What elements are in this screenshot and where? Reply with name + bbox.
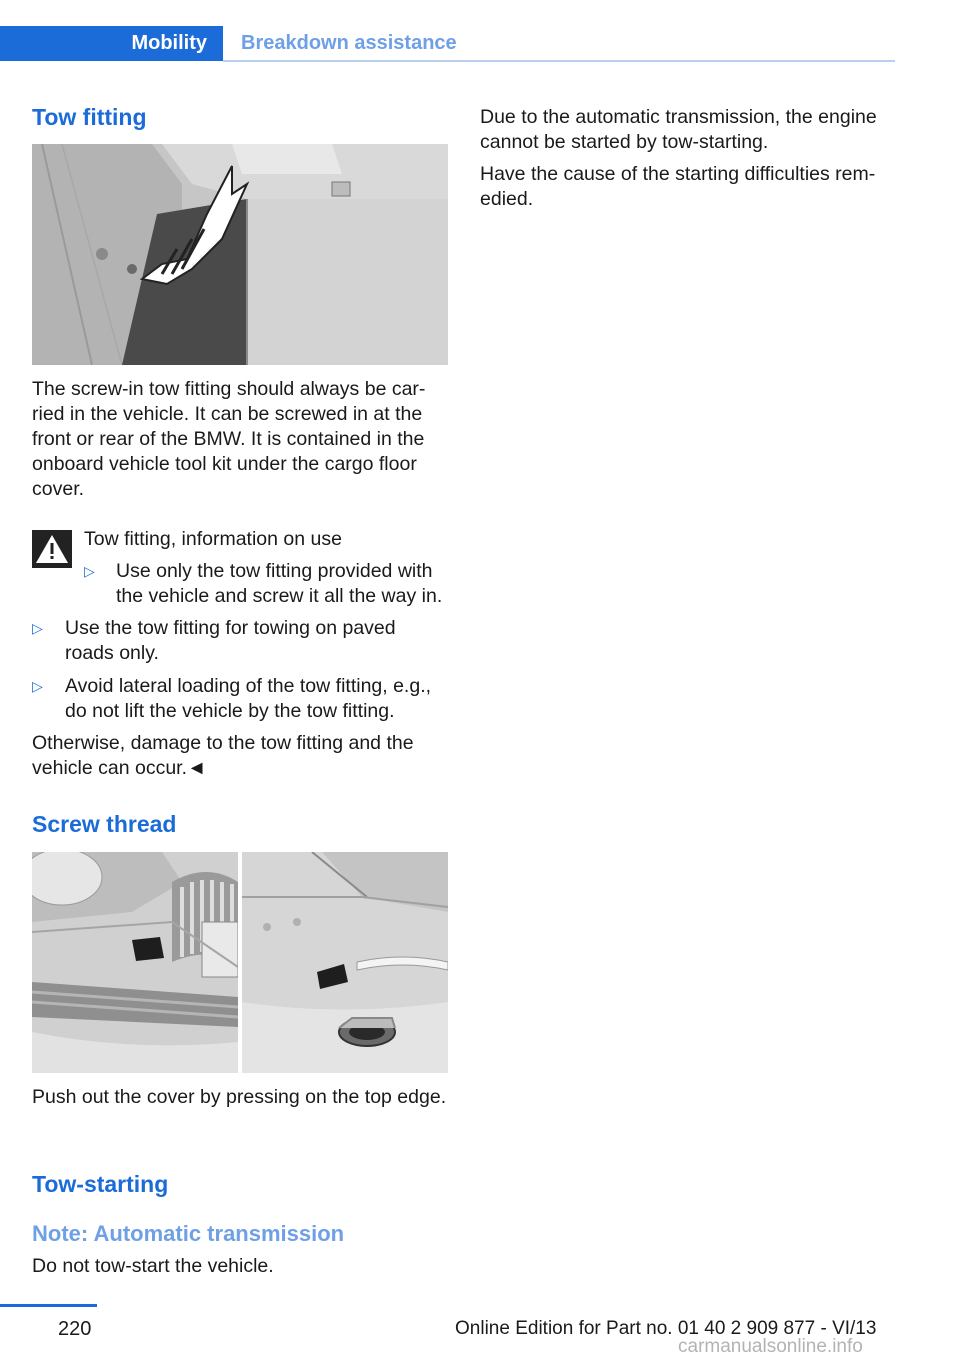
warning-end-paragraph: Otherwise, damage to the tow fitting and the vehicle can occur.◄ <box>32 732 414 779</box>
bullet-triangle-icon: ▷ <box>84 563 95 579</box>
screw-thread-heading: Screw thread <box>32 811 177 837</box>
tow-fitting-heading: Tow fitting <box>32 104 147 130</box>
bullet-triangle-icon: ▷ <box>32 678 43 694</box>
warning-title: Tow fitting, information on use <box>84 528 342 550</box>
tow-starting-heading: Tow-starting <box>32 1171 169 1197</box>
right-paragraph-2: Have the cause of the starting difficulties rem-edied. <box>480 163 876 210</box>
chapter-tab[interactable]: Mobility <box>0 26 223 61</box>
cargo-floor-illustration <box>32 144 448 365</box>
rear-bumper-illustration <box>242 852 448 1073</box>
warning-triangle-icon <box>32 530 72 568</box>
edition-text: Online Edition for Part no. 01 40 2 909 877 - VI/13 <box>455 1318 877 1339</box>
tow-fitting-paragraph: The screw-in tow fitting should always be car-ried in the vehicle. It can be screwed in at the front or rear of the BMW. It is contained in the onboard vehicle tool kit under the cargo floor cover. <box>32 378 426 500</box>
cargo-floor-drawing <box>32 144 448 365</box>
tow-starting-paragraph: Do not tow-start the vehicle. <box>32 1255 274 1277</box>
automatic-transmission-subheading: Note: Automatic transmission <box>32 1221 345 1246</box>
rear-bumper-drawing <box>242 852 448 1073</box>
screw-thread-paragraph: Push out the cover by pressing on the top edge. <box>32 1086 447 1108</box>
right-paragraph-1: Due to the automatic transmission, the engine cannot be started by tow-starting. <box>480 106 877 153</box>
header-divider <box>223 60 895 62</box>
footer-divider <box>0 1304 97 1307</box>
front-bumper-drawing <box>32 852 238 1073</box>
header-bar <box>0 26 895 62</box>
bullet-triangle-icon: ▷ <box>32 620 43 636</box>
watermark: carmanualsonline.info <box>678 1336 863 1357</box>
front-bumper-illustration <box>32 852 238 1073</box>
section-tab[interactable]: Breakdown assistance <box>241 32 457 54</box>
page-number: 220 <box>58 1318 92 1340</box>
